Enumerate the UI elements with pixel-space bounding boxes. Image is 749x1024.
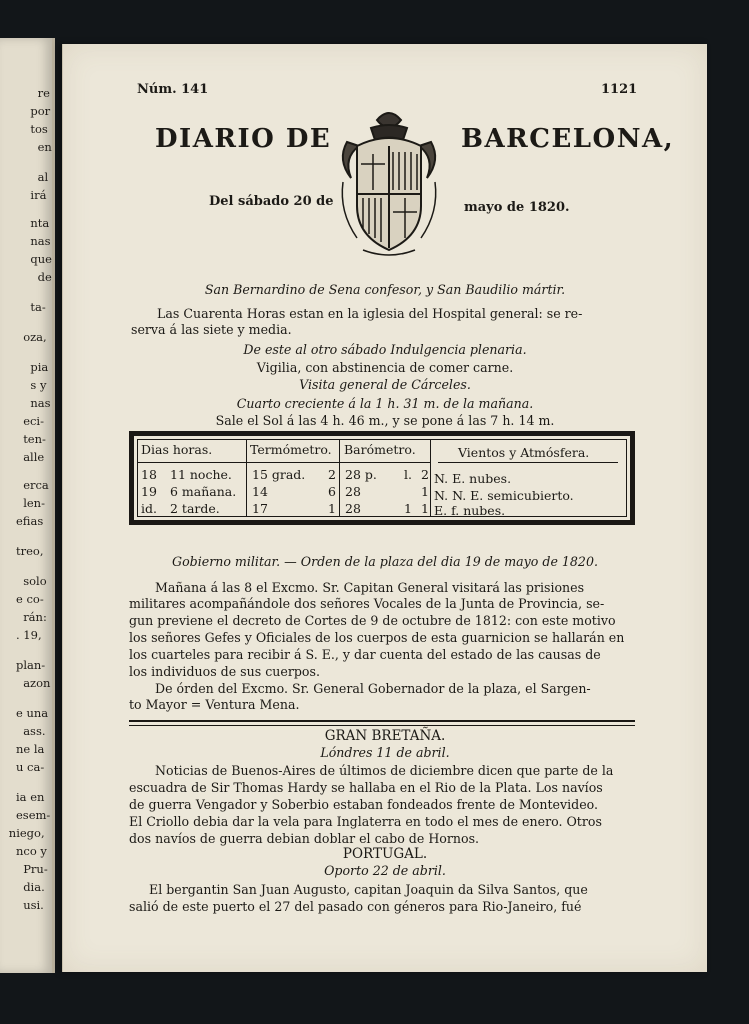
- left-page-text: dia.: [23, 880, 45, 894]
- body-line-7: Sale el Sol á las 4 h. 46 m., y se pone á las 7 h. 14 m.: [215, 413, 555, 428]
- left-page-text: esem-: [16, 808, 51, 822]
- left-page-fragment: [0, 38, 55, 973]
- section-divider: [129, 725, 635, 726]
- left-page-text: de: [37, 270, 52, 284]
- gb-heading: GRAN BRETAÑA.: [324, 728, 446, 744]
- left-page-text: nta: [30, 216, 50, 230]
- newspaper-page: [62, 44, 707, 972]
- coat-of-arms-icon: [333, 102, 445, 262]
- table-header-thermometer: Termómetro.: [250, 442, 332, 457]
- table-header-winds: Vientos y Atmósfera.: [458, 445, 590, 460]
- left-page-text: u ca-: [16, 760, 45, 774]
- date-left: Del sábado 20 de: [209, 194, 334, 209]
- left-page-text: . 19,: [16, 628, 42, 642]
- table-header-days: Dias horas.: [141, 442, 213, 457]
- left-page-text: al: [37, 170, 49, 184]
- body-line-3: De este al otro sábado Indulgencia plenaria.: [243, 342, 527, 357]
- page-number: 1121: [601, 82, 638, 97]
- left-page-text: usi.: [23, 898, 44, 912]
- left-page-text: solo: [23, 574, 47, 588]
- gb-dateline: Lóndres 11 de abril.: [320, 745, 450, 760]
- military-heading: Gobierno militar. — Orden de la plaza del dia 19 de mayo de 1820.: [172, 554, 598, 569]
- left-page-text: e co-: [16, 592, 44, 606]
- issue-number: Núm. 141: [137, 82, 209, 97]
- left-page-text: tos: [30, 122, 48, 136]
- body-line-1: Las Cuarenta Horas estan en la iglesia del Hospital general: se re-: [157, 306, 583, 321]
- left-page-text: len-: [23, 496, 45, 510]
- left-page-text: treo,: [16, 544, 44, 558]
- military-line: los individuos de sus cuerpos.: [129, 664, 320, 679]
- left-page-text: ne la: [16, 742, 45, 756]
- body-line-6: Cuarto creciente á la 1 h. 31 m. de la mañana.: [236, 396, 534, 411]
- portugal-heading: PORTUGAL.: [342, 846, 428, 862]
- section-divider: [129, 720, 635, 722]
- gb-line: El Criollo debia dar la vela para Inglaterra en todo el mes de enero. Otros: [129, 814, 602, 829]
- left-page-text: ass.: [23, 724, 46, 738]
- masthead-left: DIARIO DE: [155, 124, 332, 154]
- gb-line: escuadra de Sir Thomas Hardy se hallaba en el Rio de la Plata. Los navíos: [129, 780, 603, 795]
- left-page-text: re: [37, 86, 50, 100]
- left-page-text: oza,: [23, 330, 47, 344]
- left-page-text: rán:: [23, 610, 47, 624]
- date-right: mayo de 1820.: [464, 200, 570, 215]
- left-page-text: eci-: [23, 414, 44, 428]
- left-page-text: nas: [30, 396, 51, 410]
- gb-line: Noticias de Buenos-Aires de últimos de diciembre dicen que parte de la: [155, 763, 614, 778]
- body-line-2: serva á las siete y media.: [131, 322, 292, 337]
- left-page-text: ten-: [23, 432, 46, 446]
- gb-line: dos navíos de guerra debian doblar el cabo de Hornos.: [129, 831, 480, 846]
- military-line: militares acompañándole dos señores Vocales de la Junta de Provincia, se-: [129, 596, 605, 611]
- left-page-text: Pru-: [23, 862, 48, 876]
- left-page-text: alle: [23, 450, 45, 464]
- military-line: los cuarteles para recibir á S. E., y dar cuenta del estado de las causas de: [129, 647, 601, 662]
- portugal-line: El bergantin San Juan Augusto, capitan Joaquin da Silva Santos, que: [149, 882, 588, 897]
- left-page-text: s y: [30, 378, 47, 392]
- military-line: Mañana á las 8 el Excmo. Sr. Capitan General visitará las prisiones: [155, 580, 585, 595]
- left-page-text: niego,: [8, 826, 45, 840]
- gb-line: de guerra Vengador y Soberbio estaban fondeados frente de Montevideo.: [129, 797, 599, 812]
- military-line: gun previene el decreto de Cortes de 9 de octubre de 1812: con este motivo: [129, 613, 616, 628]
- left-page-text: erca: [23, 478, 49, 492]
- weather-table: Dias horas. Termómetro. Barómetro. Vientos y Atmósfera. 18 11 noche. 15 grad. 2 28 p. l. 2 N. E. nubes. 19 6 mañana. 14 6 28 1 N. N. E. semicubierto. id. 2 tarde. 17 1 28 1 1 E. f. nubes.: [129, 431, 635, 525]
- left-page-text: e una: [16, 706, 49, 720]
- military-line: De órden del Excmo. Sr. General Gobernador de la plaza, el Sargen-: [155, 681, 591, 696]
- body-line-5: Visita general de Cárceles.: [299, 377, 471, 392]
- saints-line: San Bernardino de Sena confesor, y San Baudilio mártir.: [204, 282, 566, 297]
- left-page-text: plan-: [16, 658, 46, 672]
- left-page-text: ia en: [16, 790, 45, 804]
- left-page-text: nco y: [16, 844, 47, 858]
- portugal-dateline: Oporto 22 de abril.: [324, 863, 446, 878]
- masthead-right: BARCELONA,: [461, 124, 675, 154]
- left-page-text: por: [30, 104, 51, 118]
- left-page-text: en: [37, 140, 52, 154]
- left-page-text: ta-: [30, 300, 46, 314]
- left-page-text: irá: [30, 188, 47, 202]
- left-page-text: azon: [23, 676, 51, 690]
- left-page-text: pia: [30, 360, 49, 374]
- left-page-text: que: [30, 252, 52, 266]
- left-page-text: nas: [30, 234, 51, 248]
- left-page-text: efias: [16, 514, 44, 528]
- table-header-barometer: Barómetro.: [344, 442, 416, 457]
- body-line-4: Vigilia, con abstinencia de comer carne.: [256, 360, 514, 375]
- military-line: los señores Gefes y Oficiales de los cuerpos de esta guarnicion se hallarán en: [129, 630, 625, 645]
- military-line: to Mayor = Ventura Mena.: [129, 697, 300, 712]
- portugal-line: salió de este puerto el 27 del pasado con géneros para Rio-Janeiro, fué: [129, 899, 582, 914]
